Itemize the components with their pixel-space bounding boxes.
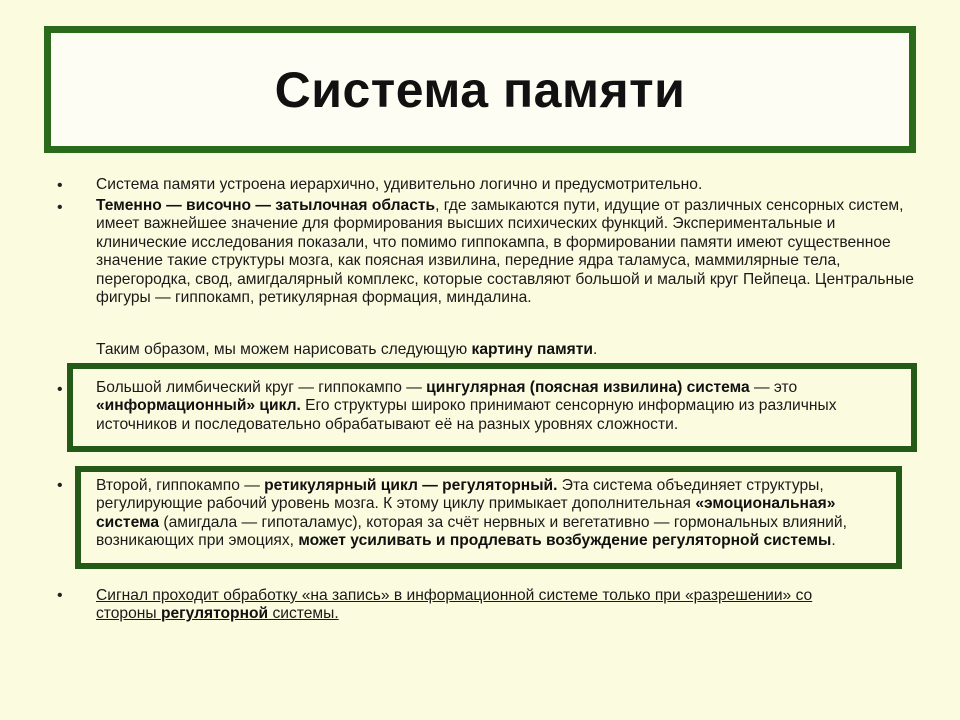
- paragraph-2b-bold: картину памяти: [471, 341, 593, 358]
- bullet-marker: •: [57, 177, 63, 194]
- paragraph-2b-text: Таким образом, мы можем нарисовать следующую: [96, 341, 472, 358]
- paragraph-5: [96, 587, 816, 624]
- bullet-marker: •: [57, 587, 63, 604]
- paragraph-2-text: , где замыкаются пути, идущие от различных сенсорных систем, имеет важнейшее значение для формирования высших психических функций. Экспериментальные и клинические исследования показали, что помимо гиппокампа, в формировании памяти имеют существенное значение такие структуры мозга, как поясная извилина, передние ядра таламуса, маммилярные тела, перегородка, свод, амигдалярный комплекс, которые составляют большой и малый круг Пейпеца. Центральные фигуры — гиппокамп, ретикулярная формация, миндалина.: [96, 197, 914, 307]
- paragraph-4-text-2: Эта система объединяет структуры, регулирующие рабочий уровень мозга. К этому циклу примыкает дополнительная: [96, 477, 824, 513]
- paragraph-3: [96, 379, 896, 452]
- paragraph-4: [96, 477, 896, 563]
- paragraph-4-text-4: .: [831, 532, 836, 550]
- paragraph-3-text-1: Большой лимбический круг — гиппокампо —: [96, 379, 427, 396]
- paragraph-2b: [96, 341, 916, 359]
- paragraph-2b-end: .: [592, 341, 598, 358]
- bullet-marker: •: [57, 199, 63, 216]
- paragraph-4-bold-3: может усиливать и продлевать возбуждение регуляторной системы: [298, 532, 832, 550]
- paragraph-3-text-3: Его структуры широко принимают сенсорную информацию из различных источников и последовательно обрабатывают её на разных уровнях сложности.: [96, 397, 837, 433]
- paragraph-3-bold-1: цингулярная (поясная извилина) система: [426, 379, 750, 396]
- paragraph-2: [96, 197, 916, 307]
- bullet-marker: •: [57, 477, 63, 494]
- paragraph-3-bold-2: «информационный» цикл.: [96, 397, 301, 415]
- slide-title: Система памяти: [274, 61, 686, 118]
- paragraph-4-text-3: (амигдала — гипоталамус), которая за счёт нервных и вегетативно — гормональных влияний, возникающих при эмоциях,: [96, 513, 847, 550]
- title-box: [44, 26, 916, 153]
- paragraph-1: Система памяти устроена иерархично, удивительно логично и предусмотрительно.: [96, 176, 703, 193]
- paragraph-4-bold-2: «эмоциональная» система: [96, 495, 836, 531]
- paragraph-3-text-2: — это: [749, 379, 798, 396]
- bullet-marker: •: [57, 381, 63, 398]
- paragraph-2-bold: Теменно — височно — затылочная область: [96, 197, 436, 214]
- paragraph-4-text-1: Второй, гиппокампо —: [96, 477, 265, 494]
- paragraph-4-bold-1: ретикулярный цикл — регуляторный.: [264, 477, 558, 494]
- paragraph-5-text-1: Сигнал проходит обработку «на запись» в информационной системе только при «разрешении» со стороны: [96, 587, 813, 623]
- paragraph-5-text-2: системы.: [268, 605, 339, 623]
- paragraph-5-bold: регуляторной: [160, 605, 269, 623]
